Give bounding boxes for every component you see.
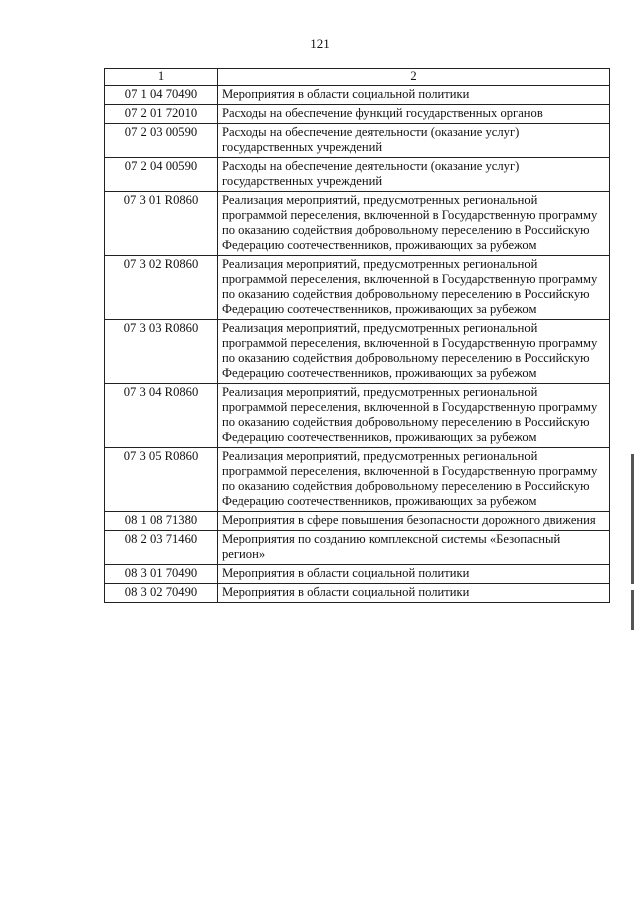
table-row [105,158,610,192]
table-row [105,531,610,565]
scan-edge-mark [631,454,634,584]
page-number: 121 [310,36,330,51]
table-row [105,565,610,584]
description-cell: Реализация мероприятий, предусмотренных региональной программой переселения, включенной в Государственную программу по оказанию содействия добровольному переселению в Российскую Федерацию соотечественников, проживающих за рубежом [218,320,610,384]
column-header-description: 2 [218,69,610,86]
description-cell: Мероприятия в области социальной политики [218,86,610,105]
code-cell: 07 3 04 R0860 [105,384,218,448]
table-row [105,584,610,603]
budget-code-table [104,68,610,603]
description-cell: Расходы на обеспечение деятельности (оказание услуг) государственных учреждений [218,124,610,158]
column-header-code: 1 [105,69,218,86]
table-row [105,86,610,105]
code-cell: 07 2 04 00590 [105,158,218,192]
code-cell: 08 1 08 71380 [105,512,218,531]
table-row [105,124,610,158]
description-cell: Реализация мероприятий, предусмотренных региональной программой переселения, включенной в Государственную программу по оказанию содействия добровольному переселению в Российскую Федерацию соотечественников, проживающих за рубежом [218,448,610,512]
code-cell: 07 1 04 70490 [105,86,218,105]
code-cell: 08 2 03 71460 [105,531,218,565]
table-row [105,105,610,124]
code-cell: 07 3 03 R0860 [105,320,218,384]
description-cell: Реализация мероприятий, предусмотренных региональной программой переселения, включенной в Государственную программу по оказанию содействия добровольному переселению в Российскую Федерацию соотечественников, проживающих за рубежом [218,256,610,320]
table-row [105,320,610,384]
description-cell: Мероприятия в области социальной политики [218,584,610,603]
description-cell: Реализация мероприятий, предусмотренных региональной программой переселения, включенной в Государственную программу по оказанию содействия добровольному переселению в Российскую Федерацию соотечественников, проживающих за рубежом [218,384,610,448]
description-cell: Мероприятия в области социальной политики [218,565,610,584]
code-cell: 07 3 05 R0860 [105,448,218,512]
description-cell: Мероприятия в сфере повышения безопасности дорожного движения [218,512,610,531]
code-cell: 08 3 02 70490 [105,584,218,603]
table-header-row [105,69,610,86]
code-cell: 07 3 02 R0860 [105,256,218,320]
description-cell: Реализация мероприятий, предусмотренных региональной программой переселения, включенной в Государственную программу по оказанию содействия добровольному переселению в Российскую Федерацию соотечественников, проживающих за рубежом [218,192,610,256]
scan-edge-mark [631,590,634,630]
description-cell: Расходы на обеспечение деятельности (оказание услуг) государственных учреждений [218,158,610,192]
code-cell: 07 2 03 00590 [105,124,218,158]
table-row [105,512,610,531]
code-cell: 07 3 01 R0860 [105,192,218,256]
code-cell: 08 3 01 70490 [105,565,218,584]
code-cell: 07 2 01 72010 [105,105,218,124]
table-row [105,256,610,320]
table-row [105,448,610,512]
description-cell: Мероприятия по созданию комплексной системы «Безопасный регион» [218,531,610,565]
description-cell: Расходы на обеспечение функций государственных органов [218,105,610,124]
table-row [105,384,610,448]
table-row [105,192,610,256]
